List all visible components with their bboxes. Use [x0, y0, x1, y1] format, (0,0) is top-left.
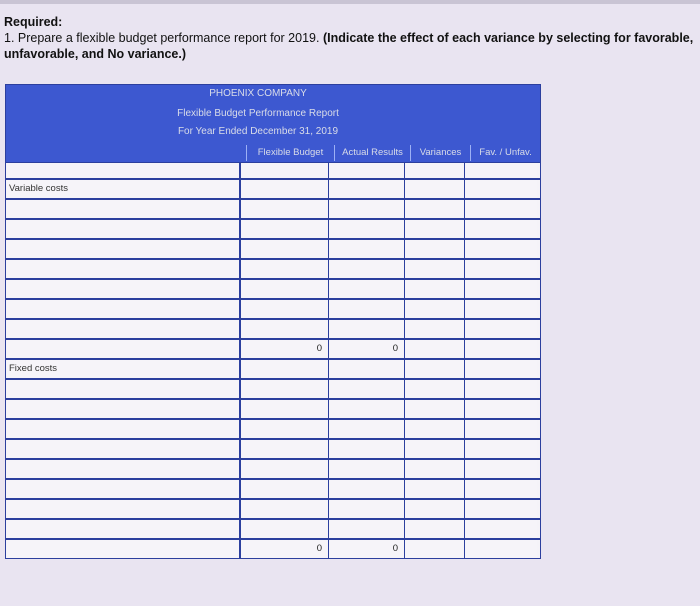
- actual-results-cell[interactable]: [329, 300, 405, 318]
- label-input[interactable]: [9, 200, 239, 218]
- col-fav-unfav: Fav. / Unfav.: [470, 145, 540, 161]
- fixed-total-actual: 0: [329, 540, 405, 558]
- fav-unfav-cell[interactable]: [465, 400, 537, 418]
- label-input[interactable]: [9, 460, 239, 478]
- fav-unfav-input[interactable]: [465, 520, 537, 538]
- variance-cell[interactable]: [405, 360, 465, 378]
- flexible-budget-cell[interactable]: [241, 200, 329, 218]
- label-input[interactable]: [9, 500, 239, 518]
- label-cell[interactable]: [6, 380, 241, 398]
- variance-input[interactable]: [405, 220, 464, 238]
- fav-unfav-cell[interactable]: [465, 520, 537, 538]
- fav-unfav-input[interactable]: [465, 400, 537, 418]
- flexible-budget-input[interactable]: [241, 220, 322, 238]
- flexible-budget-cell[interactable]: [241, 180, 329, 198]
- variance-cell[interactable]: [405, 300, 465, 318]
- label-cell[interactable]: [6, 400, 241, 418]
- actual-results-cell[interactable]: [329, 360, 405, 378]
- fav-unfav-cell[interactable]: [465, 420, 537, 438]
- variance-cell[interactable]: [405, 540, 465, 558]
- fav-unfav-cell[interactable]: [465, 180, 537, 198]
- actual-results-input[interactable]: [329, 200, 398, 218]
- actual-results-cell[interactable]: [329, 163, 405, 178]
- label-cell[interactable]: [6, 240, 241, 258]
- entry-row: [6, 438, 540, 458]
- flexible-budget-cell[interactable]: [241, 360, 329, 378]
- fav-unfav-input[interactable]: [465, 460, 537, 478]
- flexible-budget-cell[interactable]: [241, 460, 329, 478]
- actual-results-cell[interactable]: [329, 200, 405, 218]
- label-input[interactable]: [9, 420, 239, 438]
- label-input[interactable]: [9, 340, 239, 358]
- variance-cell[interactable]: [405, 320, 465, 338]
- task-hint: (Indicate the effect of each variance by selecting for favorable, unfavorable, and No variance.): [4, 31, 694, 61]
- variance-input[interactable]: [405, 260, 464, 278]
- variance-input[interactable]: [405, 200, 464, 218]
- actual-results-cell[interactable]: [329, 260, 405, 278]
- actual-results-input[interactable]: [329, 380, 398, 398]
- company-name: PHOENIX COMPANY: [209, 88, 307, 99]
- flexible-budget-input[interactable]: [241, 260, 322, 278]
- variance-cell[interactable]: [405, 400, 465, 418]
- variance-input[interactable]: [405, 340, 464, 358]
- actual-results-input[interactable]: [329, 520, 398, 538]
- variance-input[interactable]: [405, 380, 464, 398]
- flexible-budget-input[interactable]: [241, 300, 322, 318]
- actual-results-cell[interactable]: [329, 240, 405, 258]
- label-input[interactable]: [9, 300, 239, 318]
- entry-row: [6, 398, 540, 418]
- fav-unfav-cell[interactable]: [465, 240, 537, 258]
- fav-unfav-cell[interactable]: [465, 380, 537, 398]
- label-cell[interactable]: [6, 500, 241, 518]
- task-text: 1. Prepare a flexible budget performance report for 2019.: [4, 31, 320, 45]
- label-input[interactable]: [9, 540, 239, 558]
- report-title: Flexible Budget Performance Report: [177, 108, 339, 119]
- entry-row: [6, 258, 540, 278]
- fav-unfav-cell[interactable]: [465, 360, 537, 378]
- report-header: [6, 85, 540, 162]
- col-variances: Variances: [410, 145, 470, 161]
- flexible-budget-input[interactable]: [241, 520, 322, 538]
- fav-unfav-input[interactable]: [465, 200, 537, 218]
- label-cell[interactable]: [6, 320, 241, 338]
- actual-results-input[interactable]: [329, 220, 398, 238]
- label-input[interactable]: [9, 440, 239, 458]
- fav-unfav-cell[interactable]: [465, 163, 537, 178]
- fav-unfav-cell[interactable]: [465, 480, 537, 498]
- label-cell[interactable]: [6, 200, 241, 218]
- entry-row: [6, 198, 540, 218]
- label-cell[interactable]: [6, 260, 241, 278]
- variance-input[interactable]: [405, 300, 464, 318]
- actual-results-cell[interactable]: [329, 180, 405, 198]
- fav-unfav-cell[interactable]: [465, 300, 537, 318]
- fav-unfav-input[interactable]: [465, 220, 537, 238]
- instructions: [4, 14, 694, 62]
- variance-cell[interactable]: [405, 200, 465, 218]
- flexible-budget-input[interactable]: [241, 200, 322, 218]
- task-line: [4, 30, 694, 62]
- actual-results-input[interactable]: [329, 320, 398, 338]
- actual-results-input[interactable]: [329, 420, 398, 438]
- variance-cell[interactable]: [405, 520, 465, 538]
- label-cell[interactable]: [6, 420, 241, 438]
- flexible-budget-cell[interactable]: [241, 320, 329, 338]
- actual-results-cell[interactable]: [329, 320, 405, 338]
- fav-unfav-input[interactable]: [465, 340, 537, 358]
- entry-row: [6, 498, 540, 518]
- flexible-budget-input[interactable]: [241, 320, 322, 338]
- fav-unfav-input[interactable]: [465, 280, 537, 298]
- variable-total-row: [6, 338, 540, 358]
- report-period: For Year Ended December 31, 2019: [177, 126, 339, 137]
- label-input[interactable]: [9, 520, 239, 538]
- fav-unfav-input[interactable]: [465, 480, 537, 498]
- variance-input[interactable]: [405, 480, 464, 498]
- label-cell[interactable]: [6, 220, 241, 238]
- variable-costs-label: Variable costs: [6, 180, 241, 198]
- fav-unfav-cell[interactable]: [465, 500, 537, 518]
- variance-input[interactable]: [405, 440, 464, 458]
- variance-input[interactable]: [405, 320, 464, 338]
- fav-unfav-input[interactable]: [465, 260, 537, 278]
- variance-input[interactable]: [405, 420, 464, 438]
- fav-unfav-input[interactable]: [465, 164, 537, 179]
- label-input[interactable]: [9, 400, 239, 418]
- fav-unfav-cell[interactable]: [465, 460, 537, 478]
- flexible-budget-cell[interactable]: [241, 260, 329, 278]
- entry-row: [6, 238, 540, 258]
- label-input[interactable]: [9, 164, 239, 179]
- actual-results-cell[interactable]: [329, 520, 405, 538]
- fav-unfav-input[interactable]: [465, 380, 537, 398]
- fav-unfav-input[interactable]: [465, 500, 537, 518]
- flexible-budget-cell[interactable]: [241, 480, 329, 498]
- flexible-budget-cell[interactable]: [241, 420, 329, 438]
- entry-row: [6, 418, 540, 438]
- actual-results-cell[interactable]: [329, 460, 405, 478]
- label-input[interactable]: [9, 380, 239, 398]
- label-input[interactable]: [9, 320, 239, 338]
- variance-input[interactable]: [405, 520, 464, 538]
- label-input[interactable]: [9, 240, 239, 258]
- entry-row: [6, 518, 540, 538]
- col-flexible-budget: Flexible Budget: [246, 145, 334, 161]
- fav-unfav-cell[interactable]: [465, 320, 537, 338]
- flexible-budget-cell[interactable]: [241, 163, 329, 178]
- fav-unfav-input[interactable]: [465, 420, 537, 438]
- fav-unfav-input[interactable]: [465, 440, 537, 458]
- variance-cell[interactable]: [405, 440, 465, 458]
- flexible-budget-input[interactable]: [241, 460, 322, 478]
- top-bar: [0, 0, 700, 4]
- label-cell[interactable]: [6, 280, 241, 298]
- variable-total-actual: 0: [329, 340, 405, 358]
- fav-unfav-cell[interactable]: [465, 440, 537, 458]
- actual-results-input[interactable]: [329, 460, 398, 478]
- flexible-budget-cell[interactable]: [241, 380, 329, 398]
- label-cell[interactable]: [6, 540, 241, 558]
- actual-results-input[interactable]: [329, 480, 398, 498]
- fav-unfav-cell[interactable]: [465, 280, 537, 298]
- actual-results-cell[interactable]: [329, 480, 405, 498]
- actual-results-cell[interactable]: [329, 380, 405, 398]
- flexible-budget-input[interactable]: [241, 500, 322, 518]
- report-rows: [6, 162, 540, 558]
- variance-input[interactable]: [405, 240, 464, 258]
- label-input[interactable]: [9, 260, 239, 278]
- fixed-total-flexible: 0: [241, 540, 329, 558]
- label-input[interactable]: [9, 280, 239, 298]
- fixed-costs-label: Fixed costs: [6, 360, 241, 378]
- variable-total-flexible: 0: [241, 340, 329, 358]
- variance-input[interactable]: [405, 164, 464, 179]
- flexible-budget-input[interactable]: [241, 164, 322, 179]
- variance-input[interactable]: [405, 500, 464, 518]
- flexible-budget-input[interactable]: [241, 480, 322, 498]
- column-headers: [246, 145, 540, 161]
- fav-unfav-cell[interactable]: [465, 260, 537, 278]
- entry-row: [6, 458, 540, 478]
- flexible-budget-cell[interactable]: [241, 500, 329, 518]
- entry-row: [6, 478, 540, 498]
- variance-cell[interactable]: [405, 240, 465, 258]
- flexible-budget-input[interactable]: [241, 400, 322, 418]
- flexible-budget-cell[interactable]: [241, 520, 329, 538]
- variance-input[interactable]: [405, 540, 464, 558]
- entry-row: [6, 278, 540, 298]
- flexible-budget-cell[interactable]: [241, 440, 329, 458]
- variance-cell[interactable]: [405, 260, 465, 278]
- variance-cell[interactable]: [405, 420, 465, 438]
- fixed-costs-row: [6, 358, 540, 378]
- variance-cell[interactable]: [405, 163, 465, 178]
- label-cell[interactable]: [6, 163, 241, 178]
- label-cell[interactable]: [6, 440, 241, 458]
- flexible-budget-cell[interactable]: [241, 220, 329, 238]
- fixed-total-row: [6, 538, 540, 558]
- variance-cell[interactable]: [405, 380, 465, 398]
- flexible-budget-input[interactable]: [241, 240, 322, 258]
- fav-unfav-cell[interactable]: [465, 540, 537, 558]
- variance-input[interactable]: [405, 400, 464, 418]
- actual-results-input[interactable]: [329, 440, 398, 458]
- actual-results-input[interactable]: [329, 500, 398, 518]
- actual-results-cell[interactable]: [329, 440, 405, 458]
- actual-results-input[interactable]: [329, 164, 398, 179]
- label-input[interactable]: [9, 480, 239, 498]
- actual-results-input[interactable]: [329, 400, 398, 418]
- actual-results-cell[interactable]: [329, 280, 405, 298]
- flexible-budget-input[interactable]: [241, 280, 322, 298]
- flexible-budget-cell[interactable]: [241, 300, 329, 318]
- entry-row: [6, 378, 540, 398]
- flexible-budget-cell[interactable]: [241, 280, 329, 298]
- fav-unfav-input[interactable]: [465, 300, 537, 318]
- spacer-row: [6, 162, 540, 178]
- variance-cell[interactable]: [405, 460, 465, 478]
- variance-cell[interactable]: [405, 220, 465, 238]
- fav-unfav-input[interactable]: [465, 320, 537, 338]
- fav-unfav-input[interactable]: [465, 240, 537, 258]
- variance-cell[interactable]: [405, 180, 465, 198]
- actual-results-cell[interactable]: [329, 500, 405, 518]
- variance-input[interactable]: [405, 280, 464, 298]
- actual-results-input[interactable]: [329, 240, 398, 258]
- fav-unfav-cell[interactable]: [465, 220, 537, 238]
- label-cell[interactable]: [6, 340, 241, 358]
- performance-report: [5, 84, 541, 559]
- label-cell[interactable]: [6, 300, 241, 318]
- actual-results-cell[interactable]: [329, 420, 405, 438]
- actual-results-input[interactable]: [329, 280, 398, 298]
- actual-results-input[interactable]: [329, 300, 398, 318]
- fav-unfav-cell[interactable]: [465, 340, 537, 358]
- entry-row: [6, 298, 540, 318]
- label-cell[interactable]: [6, 520, 241, 538]
- fav-unfav-input[interactable]: [465, 540, 537, 558]
- actual-results-cell[interactable]: [329, 220, 405, 238]
- label-cell[interactable]: [6, 480, 241, 498]
- entry-row: [6, 218, 540, 238]
- required-label: Required:: [4, 15, 63, 29]
- flexible-budget-cell[interactable]: [241, 240, 329, 258]
- label-cell[interactable]: [6, 460, 241, 478]
- actual-results-input[interactable]: [329, 260, 398, 278]
- variance-input[interactable]: [405, 460, 464, 478]
- actual-results-cell[interactable]: [329, 400, 405, 418]
- variable-costs-row: [6, 178, 540, 198]
- entry-row: [6, 318, 540, 338]
- variance-cell[interactable]: [405, 480, 465, 498]
- variance-cell[interactable]: [405, 500, 465, 518]
- variance-cell[interactable]: [405, 340, 465, 358]
- flexible-budget-input[interactable]: [241, 380, 322, 398]
- flexible-budget-input[interactable]: [241, 440, 322, 458]
- variance-cell[interactable]: [405, 280, 465, 298]
- col-actual-results: Actual Results: [334, 145, 410, 161]
- fav-unfav-cell[interactable]: [465, 200, 537, 218]
- label-input[interactable]: [9, 220, 239, 238]
- flexible-budget-input[interactable]: [241, 420, 322, 438]
- flexible-budget-cell[interactable]: [241, 400, 329, 418]
